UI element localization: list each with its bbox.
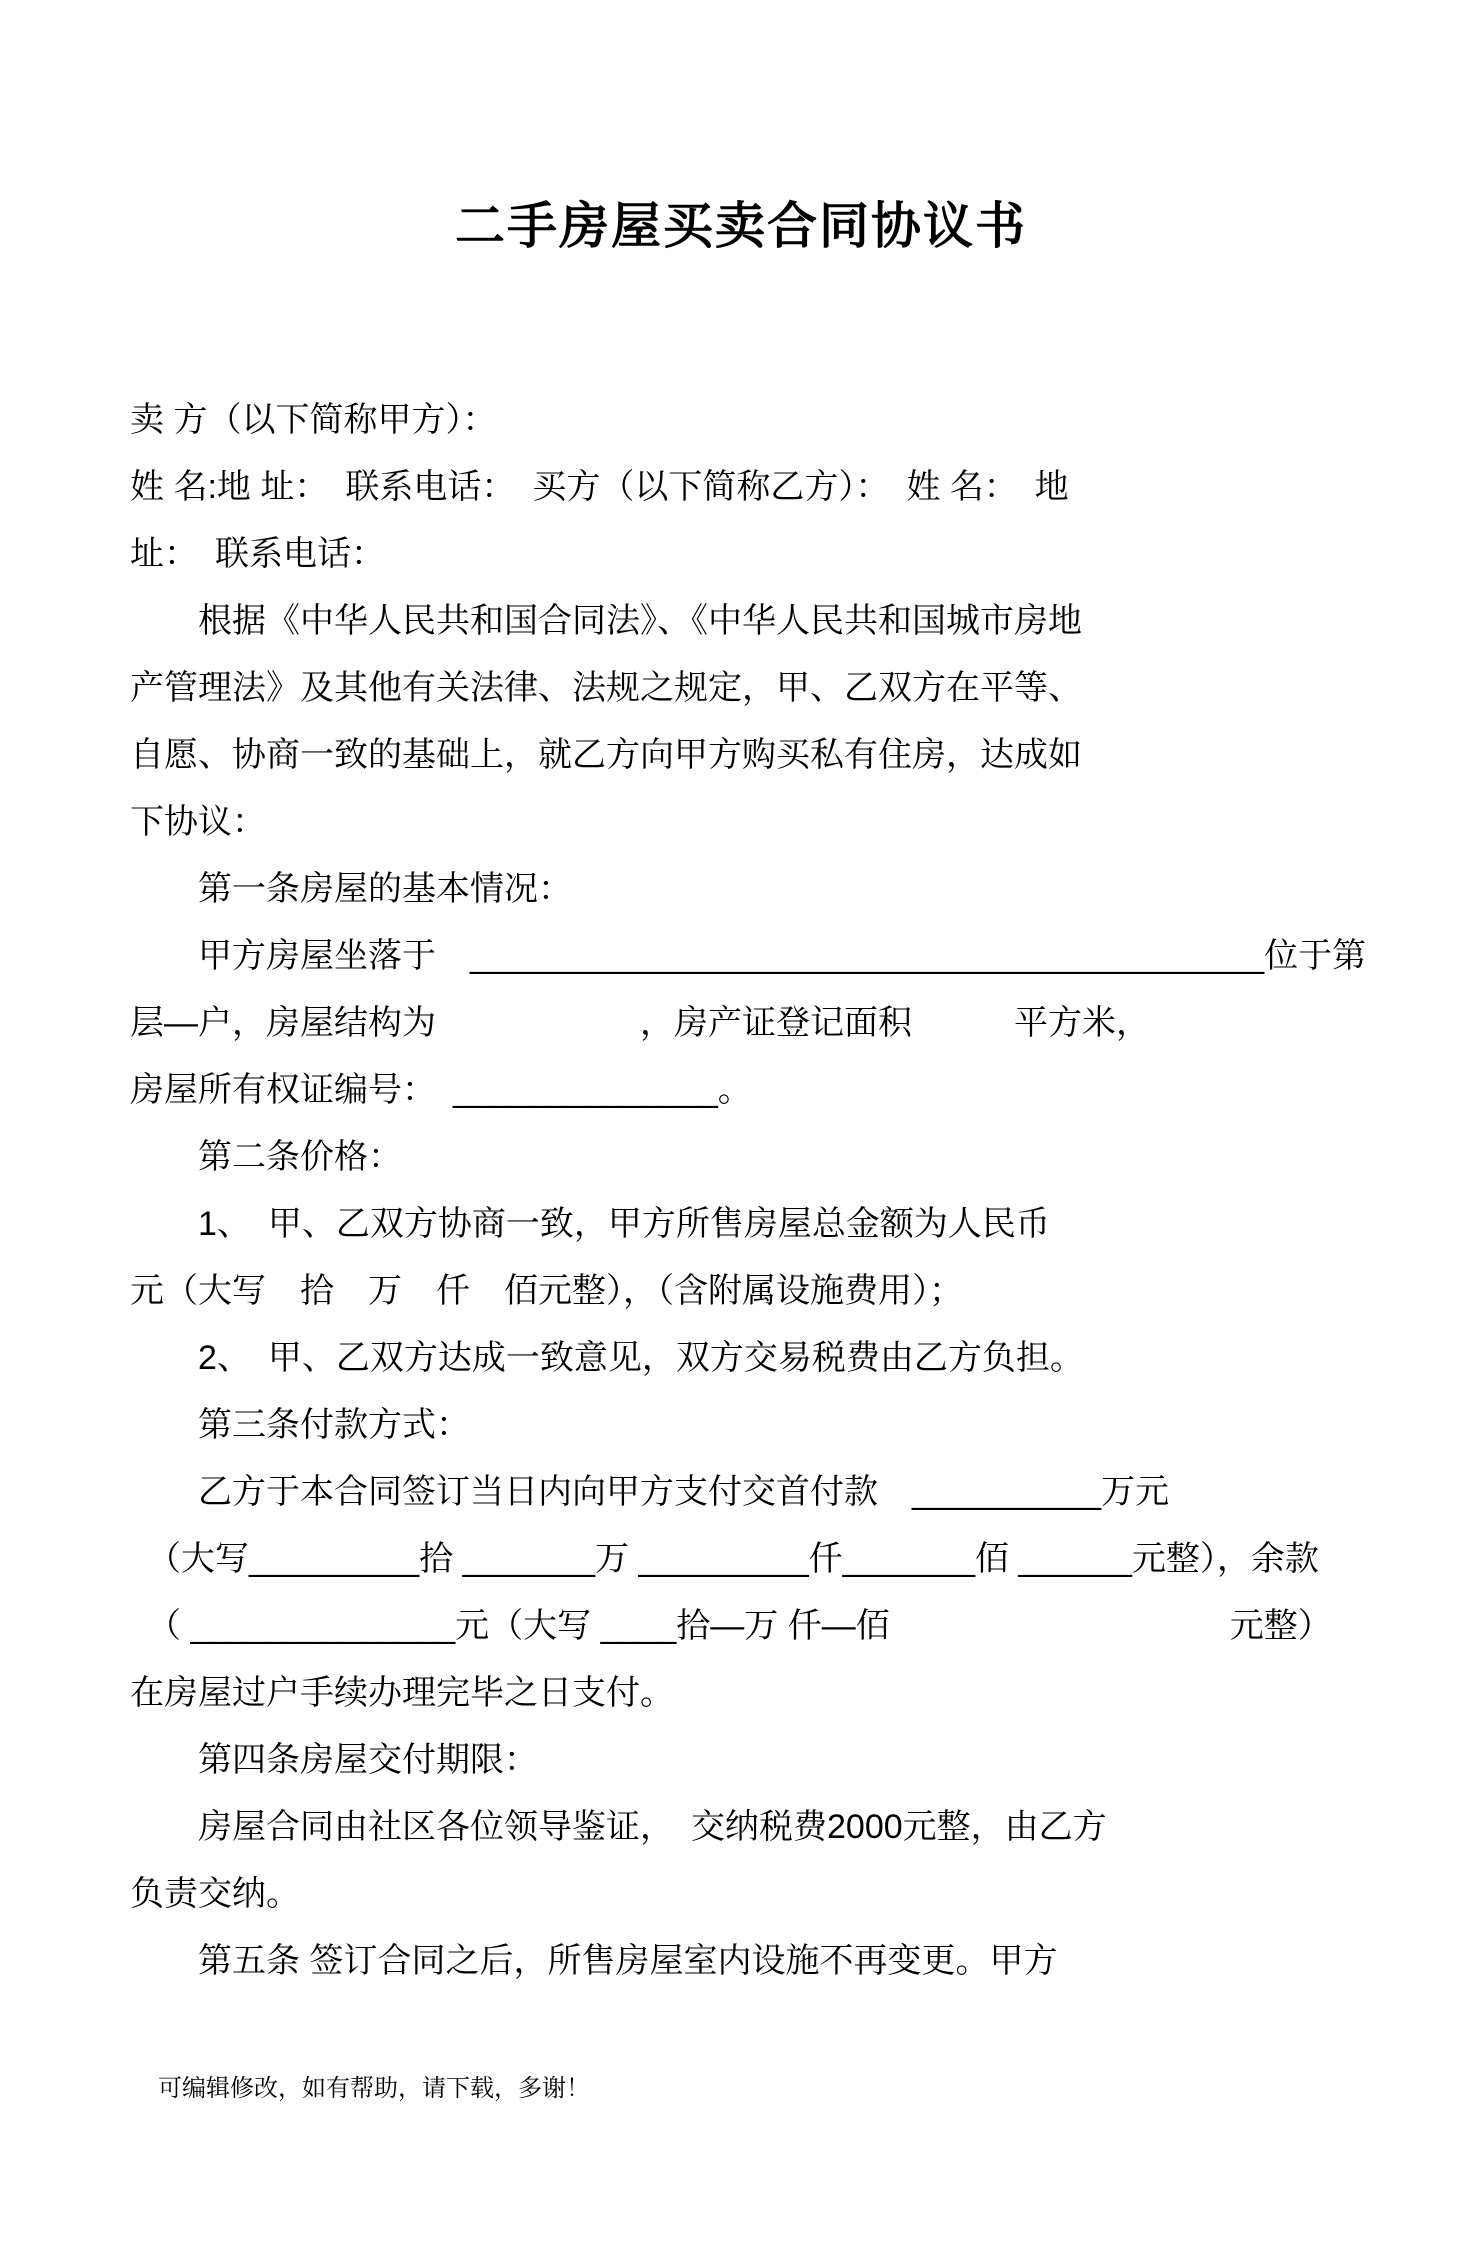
contract-line-name-address: 姓 名:地 址： 联系电话： 买方（以下简称乙方）： 姓 名： 地 xyxy=(130,468,1069,506)
contract-line-payment-3: （ ______________元（大写 ____拾—万 仟—佰 元整） xyxy=(147,1607,1332,1645)
footer-note: 可编辑修改，如有帮助，请下载，多谢！ xyxy=(158,2075,590,2102)
contract-line-preamble-2: 产管理法》及其他有关法律、法规之规定，甲、乙双方在平等、 xyxy=(130,669,1082,707)
contract-line-price-2: 2、 甲、乙双方达成一致意见，双方交易税费由乙方负担。 xyxy=(198,1339,1084,1377)
contract-line-price-1: 1、 甲、乙双方协商一致，甲方所售房屋总金额为人民币 xyxy=(198,1205,1050,1243)
contract-line-payment-2: （大写_________拾 _______万 _________仟_______佰 ______元整），余款 xyxy=(147,1540,1319,1578)
contract-clause-3-heading: 第三条付款方式： xyxy=(198,1406,470,1444)
contract-line-payment-4: 在房屋过户手续办理完毕之日支付。 xyxy=(130,1674,674,1712)
contract-body xyxy=(130,387,1372,1995)
contract-line-tax-cont: 负责交纳。 xyxy=(130,1875,300,1913)
contract-clause-4-heading: 第四条房屋交付期限： xyxy=(198,1741,538,1779)
contract-line-preamble-3: 自愿、协商一致的基础上，就乙方向甲方购买私有住房，达成如 xyxy=(130,736,1082,774)
contract-line-structure: 层—户，房屋结构为 ，房产证登记面积 平方米， xyxy=(130,1004,1150,1042)
contract-clause-5-line: 第五条 签订合同之后，所售房屋室内设施不再变更。甲方 xyxy=(198,1942,1058,1980)
contract-line-preamble-1: 根据《中华人民共和国合同法》、《中华人民共和国城市房地 xyxy=(198,602,1082,640)
contract-line-address-cont: 址： 联系电话： xyxy=(130,535,385,573)
contract-line-seller: 卖 方（以下简称甲方）： xyxy=(130,401,497,439)
contract-clause-1-heading: 第一条房屋的基本情况： xyxy=(198,870,572,908)
page-title: 二手房屋买卖合同协议书 xyxy=(455,197,1027,254)
contract-line-cert-number: 房屋所有权证编号： ______________。 xyxy=(130,1071,752,1109)
contract-line-payment-1: 乙方于本合同签订当日内向甲方支付交首付款 __________万元 xyxy=(198,1473,1170,1511)
contract-line-preamble-4: 下协议： xyxy=(130,803,266,841)
contract-line-location: 甲方房屋坐落于 __________________________________________位于第 xyxy=(198,937,1367,975)
contract-line-tax: 房屋合同由社区各位领导鉴证， 交纳税费2000元整，由乙方 xyxy=(198,1808,1107,1846)
contract-clause-2-heading: 第二条价格： xyxy=(198,1138,402,1176)
contract-line-price-1-cont: 元（大写 拾 万 仟 佰元整），（含附属设施费用）； xyxy=(130,1272,963,1310)
